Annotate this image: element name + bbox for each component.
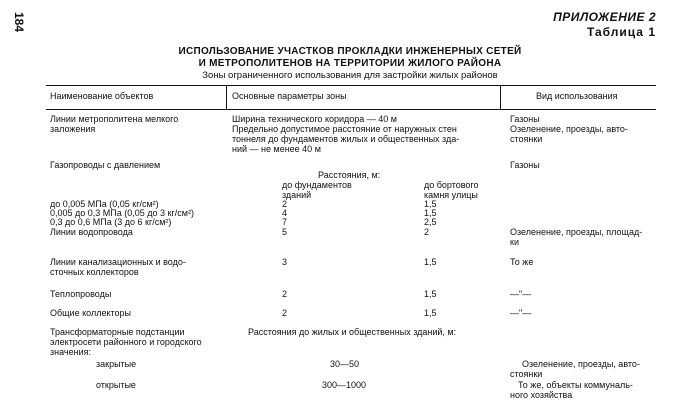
- transformer-distances-label: Расстояния до жилых и общественных зданий, м:: [248, 327, 457, 337]
- gas-use: Газоны: [510, 160, 540, 170]
- metro-param-line-1: Ширина технического коридора — 40 м: [232, 114, 397, 124]
- metro-use-line-1: Газоны: [510, 114, 540, 124]
- sewer-name-line-1: Линии канализационных и водо-: [50, 257, 186, 267]
- header-objects: Наименование объектов: [50, 91, 154, 101]
- heat-curb: 1,5: [424, 289, 437, 299]
- transformer-name-line-3: значения:: [50, 347, 91, 357]
- water-use-line-2: ки: [510, 237, 519, 247]
- page-number: 184: [12, 12, 26, 33]
- metro-use-line-2: Озеленение, проезды, авто-: [510, 124, 628, 134]
- sewer-curb: 1,5: [424, 257, 437, 267]
- gas-pressure-label: 0,3 до 0,6 МПа (3 до 6 кг/см²): [50, 217, 172, 227]
- appendix-label: ПРИЛОЖЕНИЕ 2: [553, 10, 656, 24]
- header-parameters: Основные параметры зоны: [232, 91, 347, 101]
- header-divider-2: [500, 85, 501, 110]
- gas-pressure-curb: 1,5: [424, 199, 437, 209]
- transformer-closed-value: 30—50: [330, 359, 360, 369]
- gas-pressure-label: до 0,005 МПа (0,05 кг/см²): [50, 199, 159, 209]
- gas-col-foundation-line-1: до фундаментов: [282, 180, 352, 190]
- collectors-name: Общие коллекторы: [50, 308, 131, 318]
- collectors-use: —"—: [510, 308, 532, 318]
- header-top-rule: [46, 85, 656, 86]
- gas-pressure-label: 0,005 до 0,3 МПа (0,05 до 3 кг/см²): [50, 208, 194, 218]
- metro-name-line-2: заложения: [50, 124, 96, 134]
- header-usage: Вид использования: [536, 91, 618, 101]
- title-line-2: И МЕТРОПОЛИТЕНОВ НА ТЕРРИТОРИИ ЖИЛОГО РАЙОНА: [198, 58, 502, 69]
- transformer-name-line-2: электросети районного и городского: [50, 337, 202, 347]
- collectors-foundation: 2: [282, 308, 288, 318]
- gas-col-curb-line-2: камня улицы: [424, 190, 478, 200]
- water-curb: 2: [424, 227, 430, 237]
- metro-param-line-4: ний — не менее 40 м: [232, 144, 321, 154]
- gas-col-foundation-line-2: зданий: [282, 190, 312, 200]
- heat-name: Теплопроводы: [50, 289, 112, 299]
- gas-distances-label: Расстояния, м:: [318, 170, 381, 180]
- heat-foundation: 2: [282, 289, 288, 299]
- transformer-open-use-line-2: ного хозяйства: [510, 390, 573, 400]
- water-name: Линии водопровода: [50, 227, 133, 237]
- subtitle: Зоны ограниченного использования для застройки жилых районов: [202, 70, 498, 81]
- metro-name-line-1: Линии метрополитена мелкого: [50, 114, 179, 124]
- metro-param-line-3: тоннеля до фундаментов жилых и общественных зда-: [232, 134, 460, 144]
- transformer-closed-label: закрытые: [96, 359, 137, 369]
- gas-pressure-foundation: 4: [282, 208, 288, 218]
- gas-col-curb-line-1: до бортового: [424, 180, 479, 190]
- transformer-closed-use-line-2: стоянки: [510, 369, 543, 379]
- gas-pressure-curb: 2,5: [424, 217, 437, 227]
- sewer-name-line-2: сточных коллекторов: [50, 267, 139, 277]
- gas-pressure-curb: 1,5: [424, 208, 437, 218]
- gas-pressure-foundation: 7: [282, 217, 288, 227]
- collectors-curb: 1,5: [424, 308, 437, 318]
- sewer-foundation: 3: [282, 257, 288, 267]
- header-divider-1: [226, 85, 227, 110]
- transformer-open-value: 300—1000: [322, 380, 367, 390]
- transformer-open-label: открытые: [96, 380, 136, 390]
- gas-pressure-foundation: 2: [282, 199, 288, 209]
- gas-name: Газопроводы с давлением: [50, 160, 161, 170]
- transformer-name-line-1: Трансформаторные подстанции: [50, 327, 185, 337]
- metro-use-line-3: стоянки: [510, 134, 543, 144]
- water-foundation: 5: [282, 227, 288, 237]
- heat-use: —"—: [510, 289, 532, 299]
- water-use-line-1: Озеленение, проезды, площад-: [510, 227, 643, 237]
- title-line-1: ИСПОЛЬЗОВАНИЕ УЧАСТКОВ ПРОКЛАДКИ ИНЖЕНЕРНЫХ СЕТЕЙ: [178, 46, 522, 57]
- header-bottom-rule: [46, 109, 656, 110]
- table-label: Таблица 1: [586, 25, 656, 39]
- sewer-use: То же: [510, 257, 534, 267]
- metro-param-line-2: Предельно допустимое расстояние от наружных стен: [232, 124, 457, 134]
- transformer-open-use-line-1: То же, объекты коммуналь-: [518, 380, 633, 390]
- transformer-closed-use-line-1: Озеленение, проезды, авто-: [522, 359, 640, 369]
